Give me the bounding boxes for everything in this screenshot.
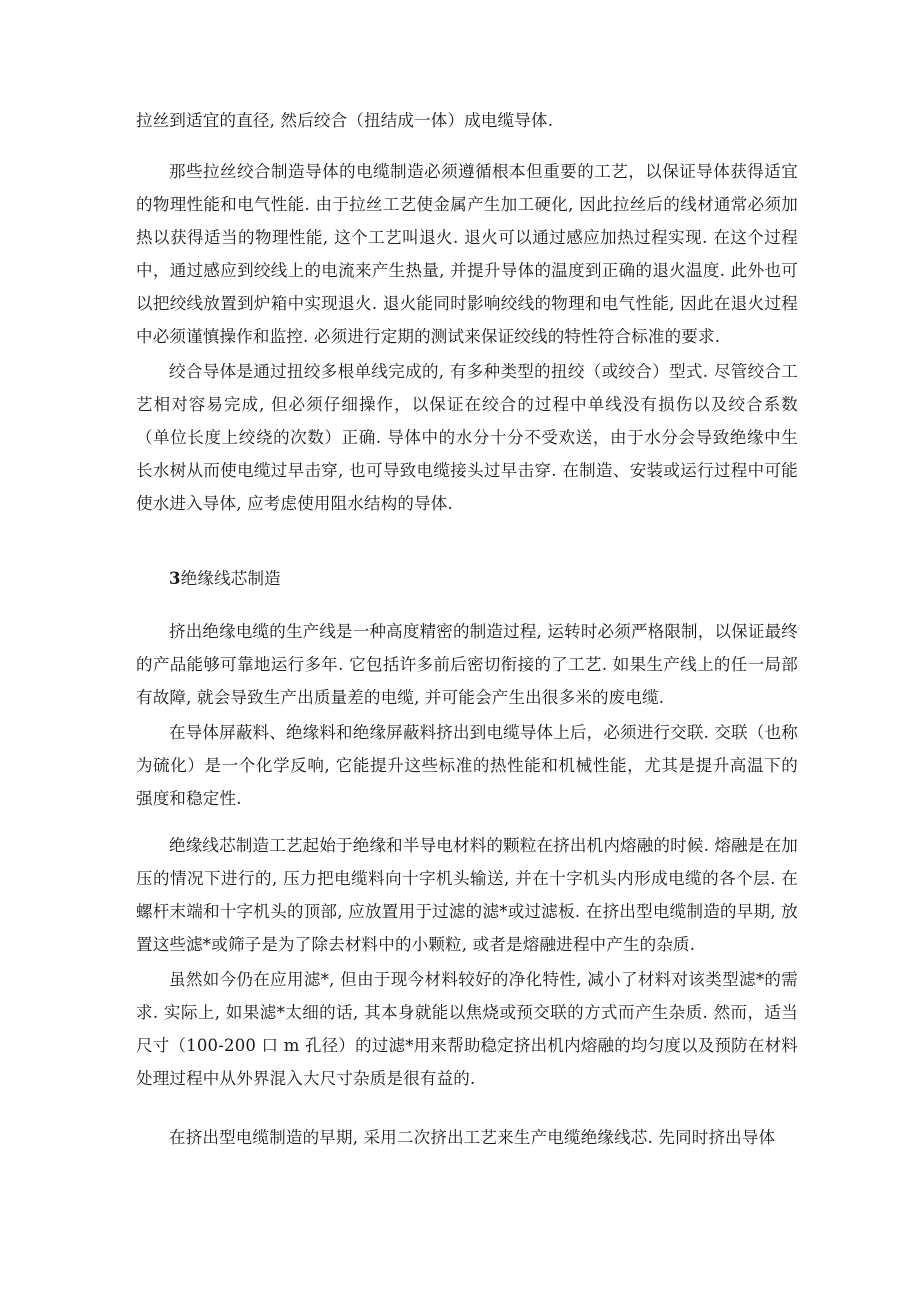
continuation-line: 拉丝到适宜的直径, 然后绞合（扭结成一体）成电缆导体. [136, 111, 554, 130]
section-heading [136, 562, 798, 595]
section-heading-text: 绝缘线芯制造 [180, 569, 281, 588]
paragraph-stranding: 绞合导体是通过扭绞多根单线完成的, 有多种类型的扭绞（或绞合）型式. 尽管绞合工艺相对容易完成, 但必须仔细操作，以保证在绞合的过程中单线没有损伤以及绞合系数（单位长度上绞绕的次数）正确. 导体中的水分十分不受欢送，由于水分会导致绝缘中生长水树从而使电缆过早击穿, 也可导致电缆接头过早击穿. 在制造、安装或运行过程中可能使水进入导体, 应考虑使用阻水结构的导体. [136, 362, 798, 513]
paragraph-double-extrusion: 在挤出型电缆制造的早期, 采用二次挤出工艺来生产电缆绝缘线芯. 先同时挤出导体 [169, 1128, 776, 1147]
text-block-1 [136, 104, 798, 137]
paragraph-core-process: 绝缘线芯制造工艺起始于绝缘和半导电材料的颗粒在挤出机内熔融的时候. 熔融是在加压的情况下进行的, 压力把电缆料向十字机头输送, 并在十字机头内形成电缆的各个层. 在螺杆末端和十字机头的顶部, 应放置用于过滤的滤*或过滤板. 在挤出型电缆制造的早期, 放置这些滤*或筛子是为了除去材料中的小颗粒, 或者是熔融进程中产生的杂质. [136, 836, 798, 954]
paragraph-screens: 虽然如今仍在应用滤*, 但由于现今材料较好的净化特性, 减小了材料对该类型滤*的需求. 实际上, 如果滤*太细的话, 其本身就能以焦烧或预交联的方式而产生杂质. 然而，适当尺寸（100-200 口 m 孔径）的过滤*用来帮助稳定挤出机内熔融的均匀度以及预防在材料处理过程中从外界混入大尺寸杂质是很有益的. [136, 970, 798, 1088]
text-block-3 [136, 615, 798, 815]
text-block-2 [136, 155, 798, 520]
paragraph-crosslinking: 在导体屏蔽料、绝缘料和绝缘屏蔽料挤出到电缆导体上后，必须进行交联. 交联（也称为硫化）是一个化学反响, 它能提升这些标准的热性能和机械性能，尤其是提升高温下的强度和稳定性. [136, 723, 798, 808]
text-block-4 [136, 829, 798, 1095]
paragraph-annealing: 那些拉丝绞合制造导体的电缆制造必须遵循根本但重要的工艺，以保证导体获得适宜的物理性能和电气性能. 由于拉丝工艺使金属产生加工硬化, 因此拉丝后的线材通常必须加热以获得适当的物理性能, 这个工艺叫退火. 退火可以通过感应加热过程实现. 在这个过程中，通过感应到绞线上的电流来产生热量, 并提升导体的温度到正确的退火温度. 此外也可以把绞线放置到炉箱中实现退火. 退火能同时影响绞线的物理和电气性能, 因此在退火过程中必须谨慎操作和监控. 必须进行定期的测试来保证绞线的特性符合标准的要求. [136, 162, 798, 346]
section-heading-line [136, 562, 798, 595]
section-heading-number: 3 [169, 569, 181, 588]
paragraph-extrusion-line: 挤出绝缘电缆的生产线是一种高度精密的制造过程, 运转时必须严格限制，以保证最终的产品能够可靠地运行多年. 它包括许多前后密切衔接的了工艺. 如果生产线上的任一局部有故障, 就会导致生产出质量差的电缆, 并可能会产生出很多米的废电缆. [136, 622, 798, 707]
text-block-5 [136, 1121, 798, 1154]
